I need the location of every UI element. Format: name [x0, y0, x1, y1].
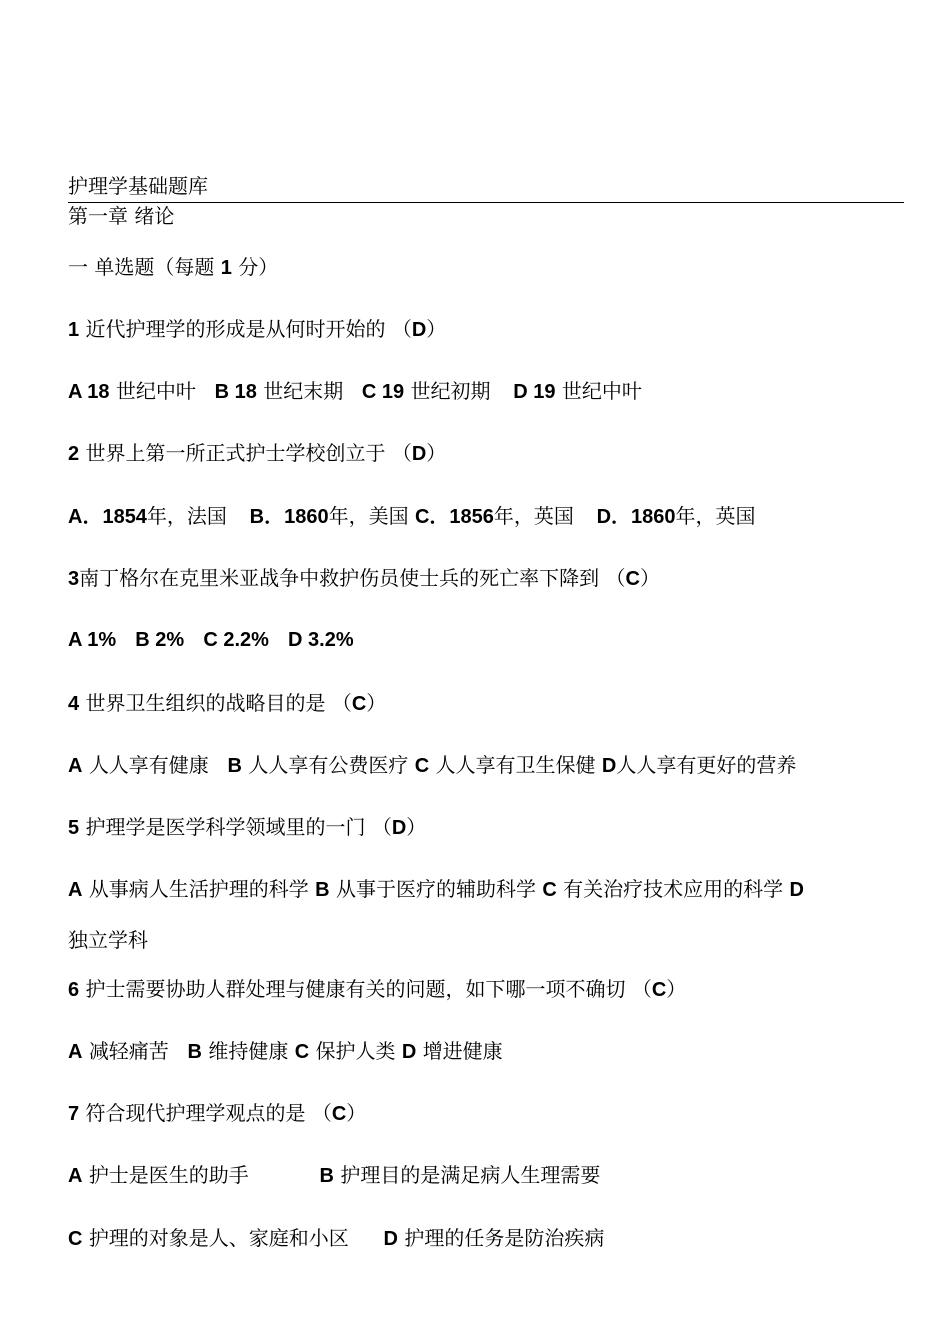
header-rule [68, 202, 904, 203]
answer-2: D [411, 443, 427, 465]
answer-6: C [651, 979, 667, 1001]
options-7-row2: C 护理的对象是人、家庭和小区 D 护理的任务是防治疾病 [68, 1226, 605, 1250]
chapter-title: 第一章 绪论 [68, 204, 175, 228]
question-1: 1 近代护理学的形成是从何时开始的 （D） [68, 317, 447, 341]
options-5-wrap: 独立学科 [68, 928, 148, 952]
question-5: 5 护理学是医学科学领域里的一门 （D） [68, 815, 427, 839]
options-5: A 从事病人生活护理的科学 B 从事于医疗的辅助科学 C 有关治疗技术应用的科学 D [68, 877, 804, 901]
document-title: 护理学基础题库 [68, 174, 208, 198]
options-3: A 1% B 2% C 2.2% D 3.2% [68, 629, 354, 651]
question-4: 4 世界卫生组织的战略目的是 （C） [68, 691, 387, 715]
question-7: 7 符合现代护理学观点的是 （C） [68, 1101, 367, 1125]
question-2: 2 世界上第一所正式护士学校创立于 （D） [68, 441, 447, 465]
question-6: 6 护士需要协助人群处理与健康有关的问题，如下哪一项不确切 （C） [68, 977, 687, 1001]
options-2: A．1854年，法国 B．1860年，美国 C．1856年，英国 D．1860年，英国 [68, 504, 756, 528]
options-4: A 人人享有健康 B 人人享有公费医疗 C 人人享有卫生保健 D人人享有更好的营养 [68, 753, 797, 777]
options-1: A 18 世纪中叶 B 18 世纪末期 C 19 世纪初期 D 19 世纪中叶 [68, 379, 642, 403]
answer-3: C [625, 568, 640, 590]
answer-5: D [391, 817, 407, 839]
options-7-row1: A 护士是医生的助手 B 护理目的是满足病人生理需要 [68, 1163, 601, 1187]
section-suffix: 分） [238, 255, 279, 279]
question-3: 3南丁格尔在克里米亚战争中救护伤员使士兵的死亡率下降到 （C） [68, 566, 660, 590]
section-title [68, 253, 278, 282]
options-6: A 减轻痛苦 B 维持健康 C 保护人类 D 增进健康 [68, 1039, 503, 1063]
answer-1: D [411, 319, 427, 341]
section-prefix: 一 单选题（每题 [68, 255, 215, 279]
section-score: 1 [220, 257, 232, 279]
answer-4: C [351, 693, 367, 715]
answer-7: C [331, 1103, 347, 1125]
